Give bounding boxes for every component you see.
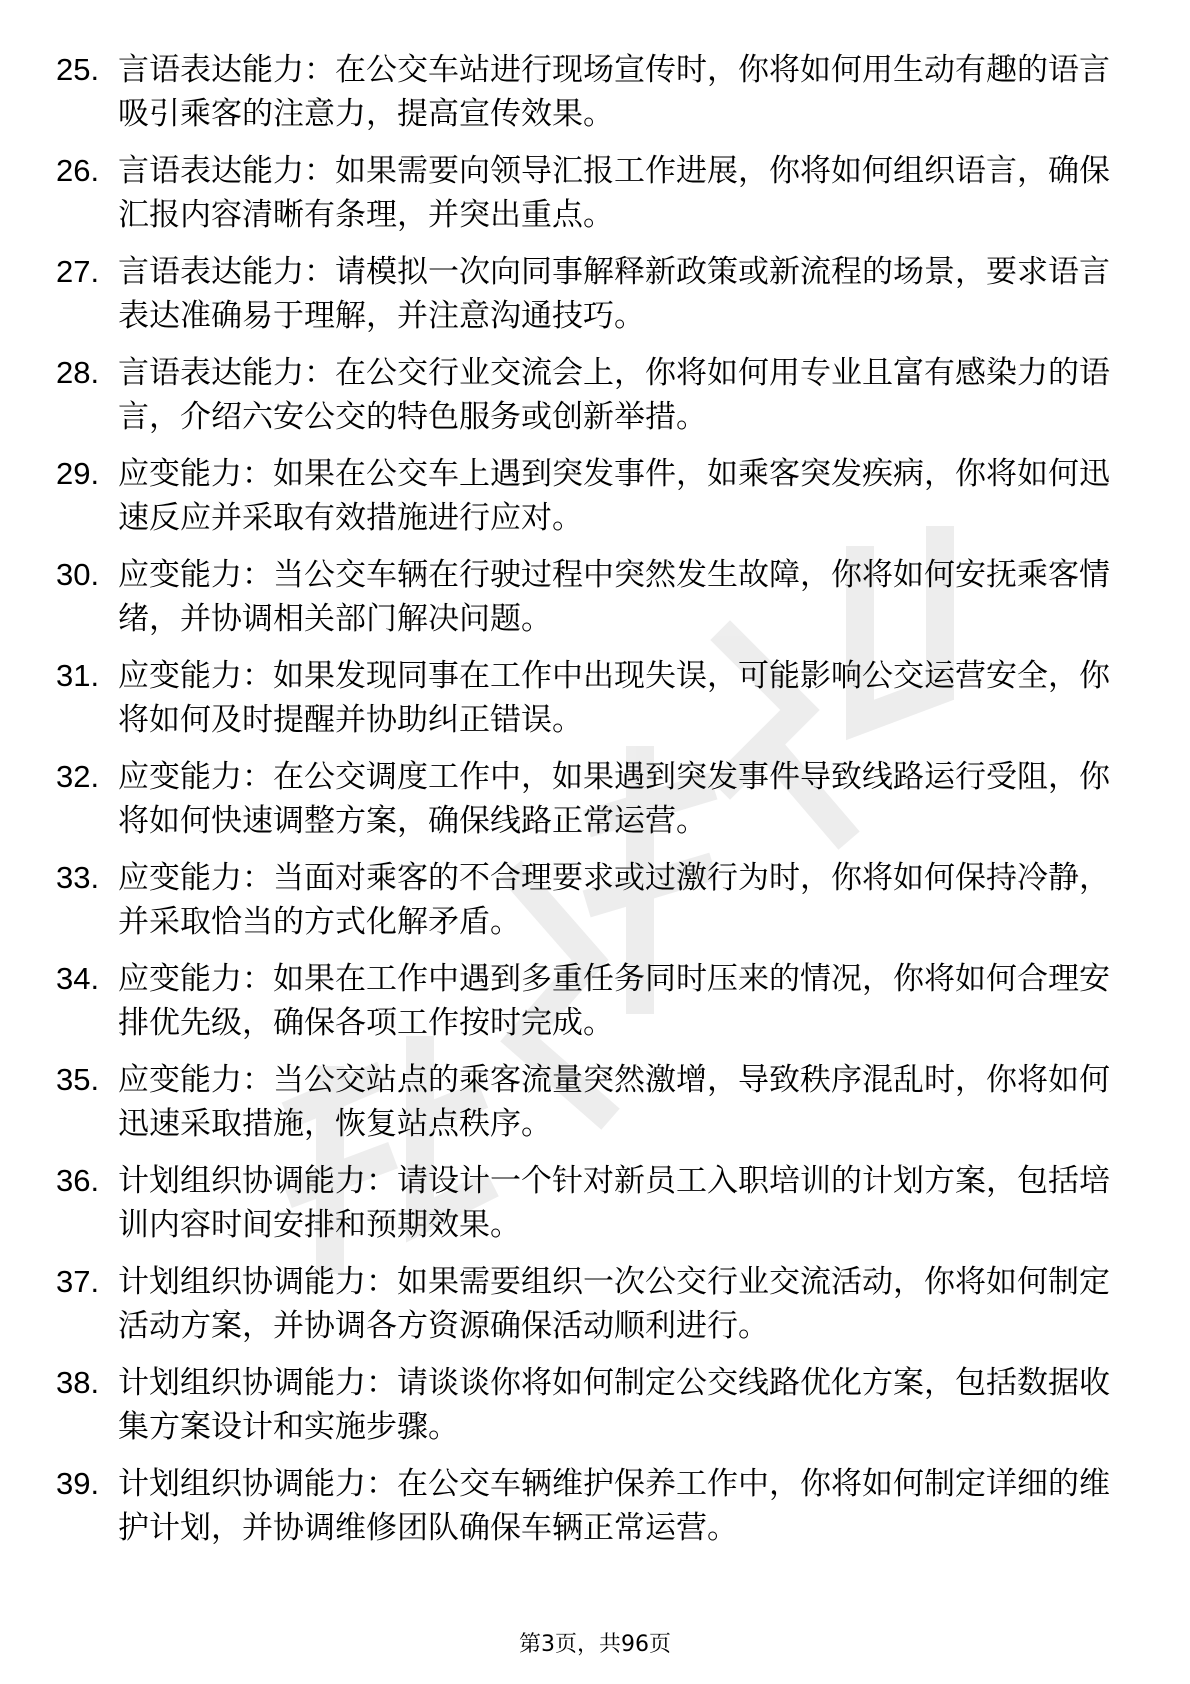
list-item: [56, 48, 1126, 136]
question-number: 27.: [56, 254, 100, 289]
question-text: 言语表达能力：在公交车站进行现场宣传时，你将如何用生动有趣的语言吸引乘客的注意力，提高宣传效果。: [118, 52, 1110, 132]
question-text: 应变能力：当公交站点的乘客流量突然激增，导致秩序混乱时，你将如何迅速采取措施，恢复站点秩序。: [118, 1062, 1110, 1142]
question-number: 34.: [56, 961, 100, 996]
question-number: 32.: [56, 759, 100, 794]
list-item: [56, 1260, 1126, 1348]
list-item: [56, 957, 1126, 1045]
question-number: 30.: [56, 557, 100, 592]
question-number: 26.: [56, 153, 100, 188]
question-number: 37.: [56, 1264, 100, 1299]
list-item: [56, 250, 1126, 338]
list-item: [56, 351, 1126, 439]
page-number-footer: 第3页，共96页: [519, 1632, 671, 1657]
list-item: [56, 149, 1126, 237]
question-number: 29.: [56, 456, 100, 491]
question-number: 36.: [56, 1163, 100, 1198]
list-item: [56, 1058, 1126, 1146]
question-text: 应变能力：如果在公交车上遇到突发事件，如乘客突发疾病，你将如何迅速反应并采取有效措施进行应对。: [118, 456, 1110, 536]
list-item: [56, 1361, 1126, 1449]
list-item: [56, 856, 1126, 944]
question-number: 35.: [56, 1062, 100, 1097]
question-text: 计划组织协调能力：在公交车辆维护保养工作中，你将如何制定详细的维护计划，并协调维修团队确保车辆正常运营。: [118, 1466, 1110, 1546]
question-number: 39.: [56, 1466, 100, 1501]
question-list: [56, 48, 1126, 1563]
question-text: 应变能力：在公交调度工作中，如果遇到突发事件导致线路运行受阻，你将如何快速调整方案，确保线路正常运营。: [118, 759, 1110, 839]
question-text: 应变能力：当公交车辆在行驶过程中突然发生故障，你将如何安抚乘客情绪，并协调相关部门解决问题。: [118, 557, 1110, 637]
list-item: [56, 654, 1126, 742]
list-item: [56, 1159, 1126, 1247]
question-text: 应变能力：当面对乘客的不合理要求或过激行为时，你将如何保持冷静，并采取恰当的方式化解矛盾。: [118, 860, 1110, 940]
list-item: [56, 553, 1126, 641]
list-item: [56, 452, 1126, 540]
question-text: 言语表达能力：如果需要向领导汇报工作进展，你将如何组织语言，确保汇报内容清晰有条理，并突出重点。: [118, 153, 1110, 233]
question-text: 应变能力：如果在工作中遇到多重任务同时压来的情况，你将如何合理安排优先级，确保各项工作按时完成。: [118, 961, 1110, 1041]
question-text: 应变能力：如果发现同事在工作中出现失误，可能影响公交运营安全，你将如何及时提醒并协助纠正错误。: [118, 658, 1110, 738]
question-number: 31.: [56, 658, 100, 693]
question-number: 25.: [56, 52, 100, 87]
list-item: [56, 755, 1126, 843]
question-text: 计划组织协调能力：如果需要组织一次公交行业交流活动，你将如何制定活动方案，并协调各方资源确保活动顺利进行。: [118, 1264, 1110, 1344]
question-text: 言语表达能力：在公交行业交流会上，你将如何用专业且富有感染力的语言，介绍六安公交的特色服务或创新举措。: [118, 355, 1110, 435]
question-text: 计划组织协调能力：请谈谈你将如何制定公交线路优化方案，包括数据收集方案设计和实施步骤。: [118, 1365, 1110, 1445]
question-number: 38.: [56, 1365, 100, 1400]
question-number: 33.: [56, 860, 100, 895]
list-item: [56, 1462, 1126, 1550]
question-text: 言语表达能力：请模拟一次向同事解释新政策或新流程的场景，要求语言表达准确易于理解，并注意沟通技巧。: [118, 254, 1110, 334]
question-number: 28.: [56, 355, 100, 390]
question-text: 计划组织协调能力：请设计一个针对新员工入职培训的计划方案，包括培训内容时间安排和预期效果。: [118, 1163, 1110, 1243]
